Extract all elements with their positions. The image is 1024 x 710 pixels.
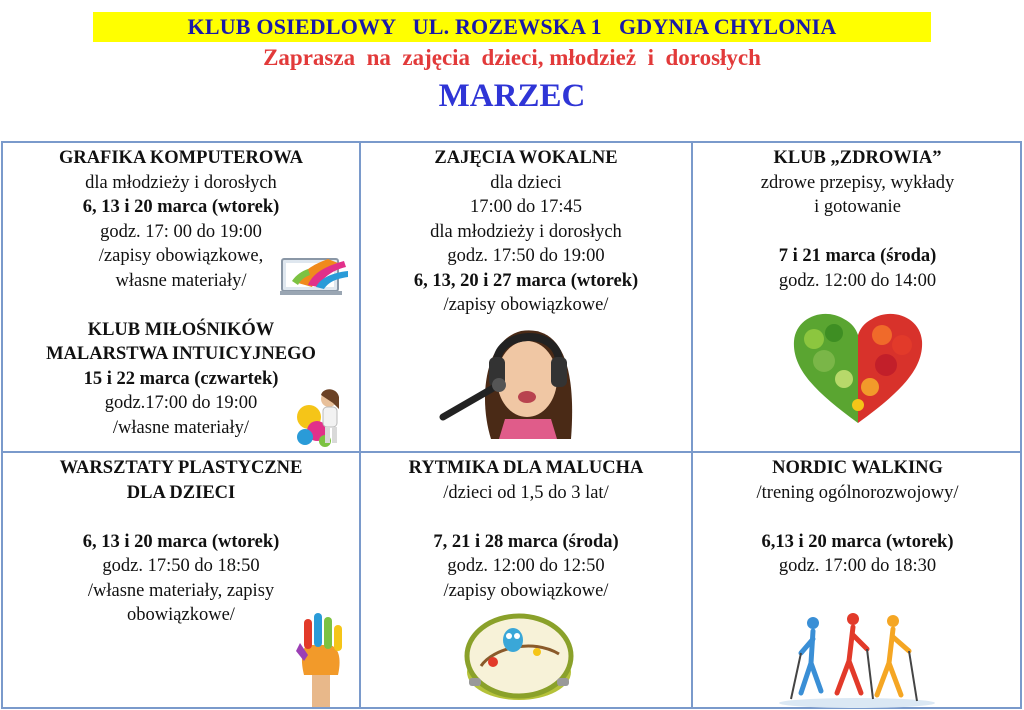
singer-headphones-icon [439, 321, 603, 439]
activity-hours: 17:00 do 17:45 [469, 197, 583, 217]
activity-title: KLUB MIŁOŚNIKÓW [87, 319, 275, 340]
activity-note: własne materiały/ [115, 270, 247, 291]
computer-paint-icon [278, 253, 350, 297]
activity-dates: 6, 13, 20 i 27 marca (wtorek) [413, 270, 639, 291]
painting-girl-icon [295, 387, 353, 447]
activity-dates: 6,13 i 20 marca (wtorek) [761, 531, 954, 552]
activity-audience: dla młodzieży i dorosłych [430, 221, 622, 242]
activity-dates: 7 i 21 marca (środa) [778, 246, 937, 266]
page-subtitle: Zaprasza na zajęcia dzieci, młodzież i dorosłych [263, 45, 761, 70]
activity-title: DLA DZIECI [126, 482, 236, 503]
activity-note: obowiązkowe/ [127, 605, 235, 625]
grid-divider [3, 451, 1020, 453]
painted-hand-icon [290, 611, 352, 707]
activity-title: GRAFIKA KOMPUTEROWA [58, 148, 304, 168]
tambourine-icon [463, 608, 575, 704]
activity-description: zdrowe przepisy, wykłady [760, 172, 955, 193]
cell-wokalne [361, 146, 691, 318]
cell-zdrowia [693, 146, 1022, 293]
activity-title: KLUB „ZDROWIA” [773, 148, 942, 168]
page-title: KLUB OSIEDLOWY UL. ROZEWSKA 1 GDYNIA CHYLONIA [93, 12, 931, 42]
activity-description: i gotowanie [814, 197, 901, 217]
cell-plastyczne [3, 456, 359, 628]
cell-nordic [693, 456, 1022, 579]
activity-hours: godz. 17:50 do 18:50 [102, 556, 260, 576]
activity-note: /zapisy obowiązkowe/ [443, 580, 609, 601]
activity-note: /zapisy obowiązkowe/ [443, 295, 609, 315]
activity-title: WARSZTATY PLASTYCZNE [59, 458, 303, 478]
activity-dates: 15 i 22 marca (czwartek) [83, 368, 279, 389]
activity-audience: /dzieci od 1,5 do 3 lat/ [443, 482, 609, 503]
activity-dates: 6, 13 i 20 marca (wtorek) [82, 531, 280, 552]
activity-hours: godz.17:00 do 19:00 [104, 393, 258, 413]
activity-hours: godz. 17: 00 do 19:00 [100, 221, 262, 242]
activity-audience: dla dzieci [490, 172, 562, 193]
activity-audience: dla młodzieży i dorosłych [85, 172, 277, 193]
activity-dates: 6, 13 i 20 marca (wtorek) [82, 197, 280, 217]
activity-title: NORDIC WALKING [772, 458, 943, 478]
month-heading: MARZEC [438, 78, 586, 114]
activity-title: MALARSTWA INTUICYJNEGO [46, 344, 316, 364]
activity-hours: godz. 12:00 do 14:00 [778, 270, 937, 291]
cell-rytmika [361, 456, 691, 603]
activity-hours: godz. 17:50 do 19:00 [447, 246, 605, 266]
activity-title: RYTMIKA DLA MALUCHA [408, 458, 644, 478]
activity-hours: godz. 12:00 do 12:50 [447, 556, 605, 576]
activity-note: /własne materiały, zapisy [87, 580, 275, 601]
nordic-walkers-icon [777, 609, 937, 709]
schedule-grid [1, 141, 1022, 709]
activity-title: ZAJĘCIA WOKALNE [434, 148, 618, 168]
activity-note: /zapisy obowiązkowe, [98, 246, 264, 266]
vegetable-heart-icon [790, 305, 926, 425]
activity-note: /własne materiały/ [112, 417, 250, 438]
activity-dates: 7, 21 i 28 marca (środa) [433, 531, 619, 552]
activity-description: /trening ogólnorozwojowy/ [756, 482, 959, 503]
activity-hours: godz. 17:00 do 18:30 [778, 556, 937, 576]
